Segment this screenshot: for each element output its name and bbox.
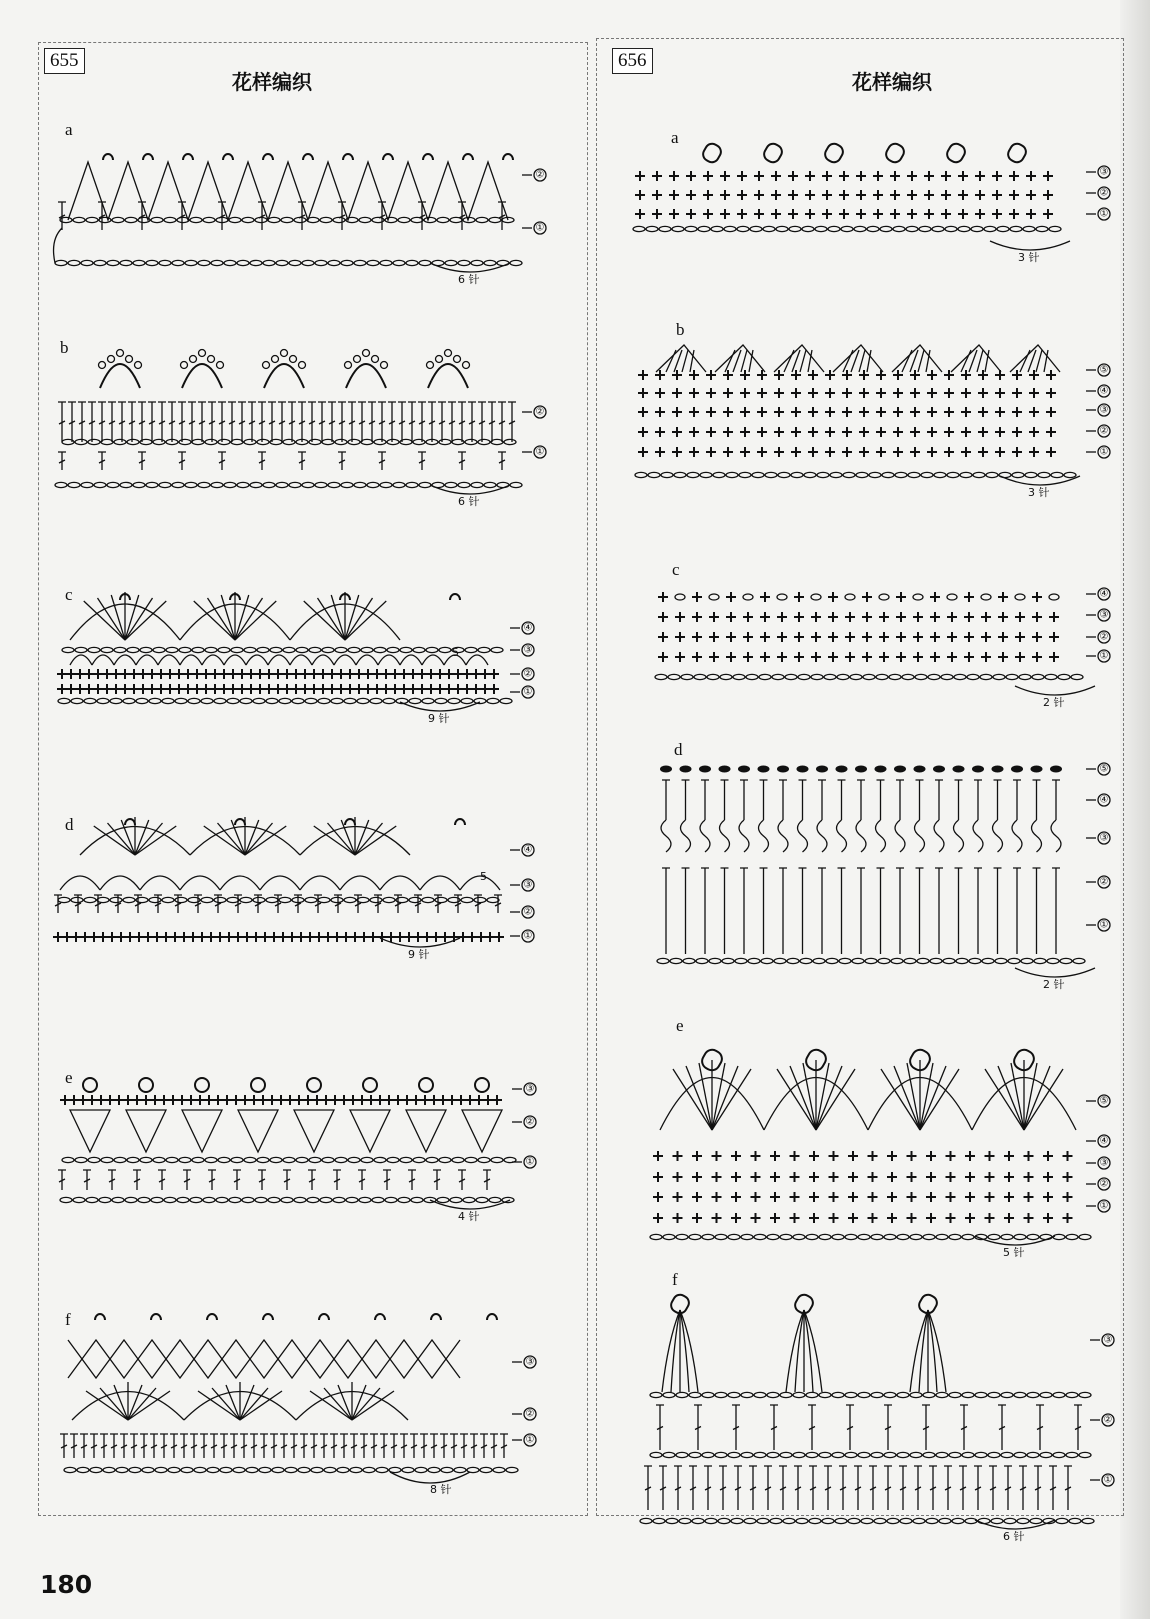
panel-656-title: 花样编织 — [852, 70, 932, 94]
page-number: 180 — [40, 1570, 93, 1599]
round-marker: ② — [535, 406, 545, 418]
pattern-656-e-label: e — [676, 1016, 684, 1035]
repeat-count-label: 2 针 — [1043, 696, 1065, 709]
round-marker: ② — [535, 169, 545, 181]
round-marker: ③ — [1103, 1334, 1113, 1346]
round-marker: ① — [1103, 1474, 1113, 1486]
round-marker: ② — [525, 1116, 535, 1128]
round-marker: ② — [523, 668, 533, 680]
panel-655-number: 655 — [44, 48, 85, 74]
pattern-655-a-label: a — [65, 120, 73, 139]
round-marker: ① — [525, 1434, 535, 1446]
round-marker: ③ — [1099, 166, 1109, 178]
round-marker: ⑤ — [1099, 1095, 1109, 1107]
chart-655-d — [53, 817, 534, 961]
repeat-count-label: 8 针 — [430, 1483, 452, 1496]
chart-655-b — [55, 350, 546, 509]
repeat-count-label: 3 针 — [1018, 251, 1040, 264]
round-marker: ④ — [523, 844, 533, 856]
round-marker: ③ — [1099, 1157, 1109, 1169]
round-marker: ① — [1099, 919, 1109, 931]
panel-656-number: 656 — [612, 48, 653, 74]
round-marker: ② — [523, 906, 533, 918]
chart-656-f — [640, 1292, 1114, 1543]
round-marker: ④ — [523, 622, 533, 634]
round-marker: ① — [525, 1156, 535, 1168]
round-marker: ② — [1103, 1414, 1113, 1426]
round-marker: ④ — [1099, 588, 1109, 600]
pattern-655-e-label: e — [65, 1068, 73, 1087]
round-marker: ③ — [1099, 609, 1109, 621]
repeat-count-label: 6 针 — [1003, 1530, 1025, 1543]
repeat-count-label: 5 针 — [1003, 1246, 1025, 1259]
round-marker: ③ — [1099, 404, 1109, 416]
chart-655-c — [57, 592, 534, 725]
pattern-655-b-label: b — [60, 338, 69, 357]
round-marker: ② — [1099, 187, 1109, 199]
round-marker: ① — [523, 686, 533, 698]
round-marker: ③ — [523, 879, 533, 891]
round-marker: ② — [1099, 425, 1109, 437]
round-marker: ③ — [523, 644, 533, 656]
chart-655-e — [58, 1078, 536, 1223]
round-marker: ④ — [1099, 1135, 1109, 1147]
pattern-656-b-label: b — [676, 320, 685, 339]
pattern-655-c-label: c — [65, 585, 73, 604]
round-marker: ① — [1099, 446, 1109, 458]
round-marker: ② — [1099, 1178, 1109, 1190]
round-marker: ① — [1099, 208, 1109, 220]
pattern-656-d-label: d — [674, 740, 683, 759]
round-marker: ① — [535, 222, 545, 234]
chart-656-d — [657, 763, 1110, 991]
chart-655-a — [54, 154, 546, 286]
repeat-count-label: 6 针 — [458, 495, 480, 508]
round-marker: ③ — [525, 1356, 535, 1368]
chart-656-e — [650, 1047, 1110, 1259]
repeat-count-label: 9 针 — [408, 948, 430, 961]
pattern-655-d-label: d — [65, 815, 74, 834]
repeat-count-label: 3 针 — [1028, 486, 1050, 499]
stitch-count-note: 5 — [480, 870, 487, 883]
round-marker: ① — [1099, 1200, 1109, 1212]
round-marker: ① — [523, 930, 533, 942]
round-marker: ② — [525, 1408, 535, 1420]
round-marker: ① — [535, 446, 545, 458]
chart-655-f — [60, 1314, 536, 1496]
pattern-656-f-label: f — [672, 1270, 678, 1289]
repeat-count-label: 4 针 — [458, 1210, 480, 1223]
repeat-count-label: 2 针 — [1043, 978, 1065, 991]
repeat-count-label: 9 针 — [428, 712, 450, 725]
pattern-656-c-label: c — [672, 560, 680, 579]
round-marker: ⑤ — [1099, 763, 1109, 775]
chart-656-a — [633, 141, 1110, 264]
round-marker: ① — [1099, 650, 1109, 662]
round-marker: ③ — [525, 1083, 535, 1095]
round-marker: ② — [1099, 876, 1109, 888]
round-marker: ② — [1099, 631, 1109, 643]
chart-656-b — [635, 345, 1110, 499]
stitch-count-note: 5 — [452, 646, 459, 659]
pattern-656-a-label: a — [671, 128, 679, 147]
pattern-655-f-label: f — [65, 1310, 71, 1329]
round-marker: ④ — [1099, 385, 1109, 397]
round-marker: ⑤ — [1099, 364, 1109, 376]
repeat-count-label: 6 针 — [458, 273, 480, 286]
round-marker: ④ — [1099, 794, 1109, 806]
round-marker: ③ — [1099, 832, 1109, 844]
panel-655-title: 花样编织 — [232, 70, 312, 94]
chart-656-c — [655, 588, 1110, 709]
